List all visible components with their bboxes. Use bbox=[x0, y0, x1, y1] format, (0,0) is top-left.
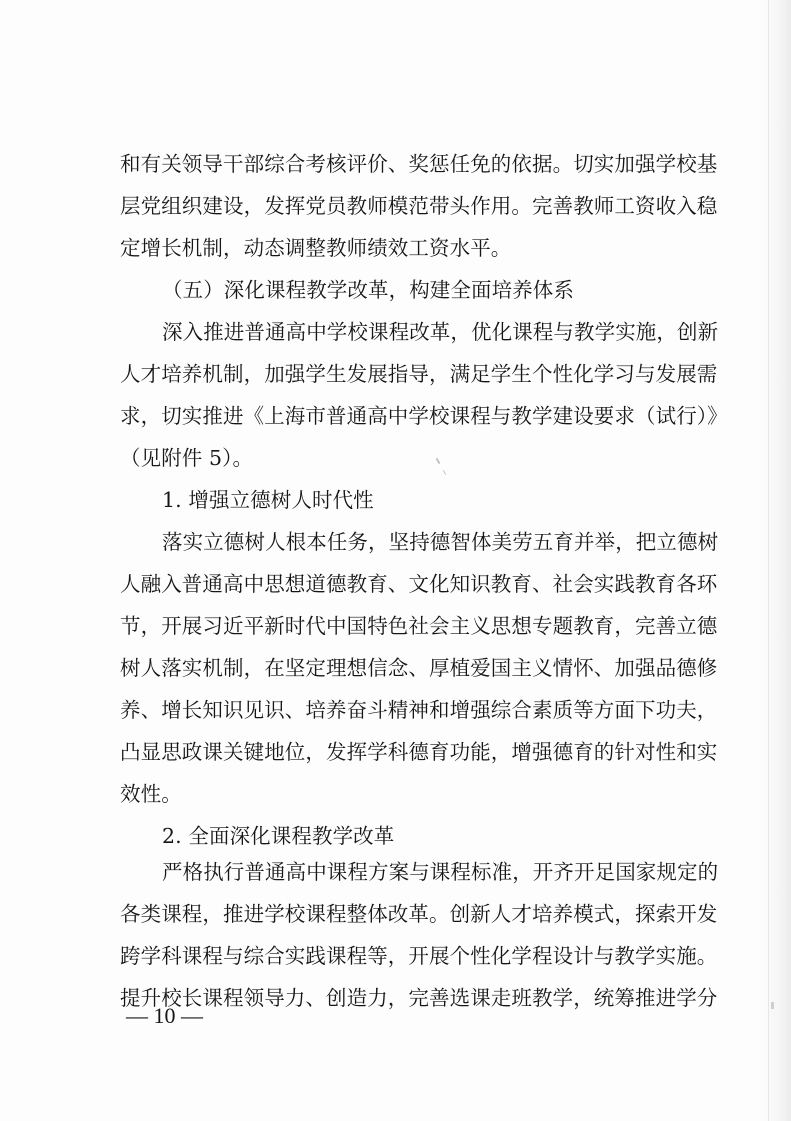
paragraph-3-line: 人融入普通高中思想道德教育、文化知识教育、社会实践教育各环 bbox=[120, 572, 718, 596]
paragraph-2-line: 深入推进普通高中学校课程改革，优化课程与教学实施，创新 bbox=[162, 320, 719, 344]
paragraph-3-line: 养、增长知识见识、培养奋斗精神和增强综合素质等方面下功夫， bbox=[120, 698, 718, 722]
page-number: — 10 — bbox=[126, 1003, 203, 1028]
paragraph-2-line: （见附件 5）。 bbox=[120, 446, 254, 470]
paragraph-3-line: 节，开展习近平新时代中国特色社会主义思想专题教育，完善立德 bbox=[120, 614, 718, 638]
scan-edge-line bbox=[768, 0, 769, 1121]
subheading: 2. 全面深化课程教学改革 bbox=[162, 824, 395, 848]
paragraph-4-line: 提升校长课程领导力、创造力，完善选课走班教学，统筹推进学分 bbox=[120, 986, 718, 1010]
paragraph-2-line: 人才培养机制，加强学生发展指导，满足学生个性化学习与发展需 bbox=[120, 362, 718, 386]
scan-shadow bbox=[761, 0, 791, 1121]
paragraph-2-line: 求，切实推进《上海市普通高中学校课程与教学建设要求（试行）》 bbox=[120, 404, 728, 428]
paragraph-4-line: 跨学科课程与综合实践课程等，开展个性化学程设计与教学实施。 bbox=[120, 944, 718, 968]
paragraph-3-line: 树人落实机制，在坚定理想信念、厚植爱国主义情怀、加强品德修 bbox=[120, 656, 718, 680]
subheading: 1. 增强立德树人时代性 bbox=[162, 488, 374, 512]
paragraph-4-line: 严格执行普通高中课程方案与课程标准，开齐开足国家规定的 bbox=[162, 860, 719, 884]
paragraph-3-line: 效性。 bbox=[120, 782, 182, 806]
paragraph-3-line: 落实立德树人根本任务，坚持德智体美劳五育并举，把立德树 bbox=[162, 530, 719, 554]
scan-speck bbox=[771, 1002, 774, 1009]
section-heading: （五）深化课程教学改革，构建全面培养体系 bbox=[162, 278, 574, 302]
paragraph-1-line: 和有关领导干部综合考核评价、奖惩任免的依据。切实加强学校基 bbox=[120, 152, 718, 176]
paragraph-1-line: 层党组织建设，发挥党员教师模范带头作用。完善教师工资收入稳 bbox=[120, 194, 718, 218]
paragraph-3-line: 凸显思政课关键地位，发挥学科德育功能，增强德育的针对性和实 bbox=[120, 740, 718, 764]
paragraph-4-line: 各类课程，推进学校课程整体改革。创新人才培养模式，探索开发 bbox=[120, 902, 718, 926]
paragraph-1-line: 定增长机制，动态调整教师绩效工资水平。 bbox=[120, 236, 512, 260]
